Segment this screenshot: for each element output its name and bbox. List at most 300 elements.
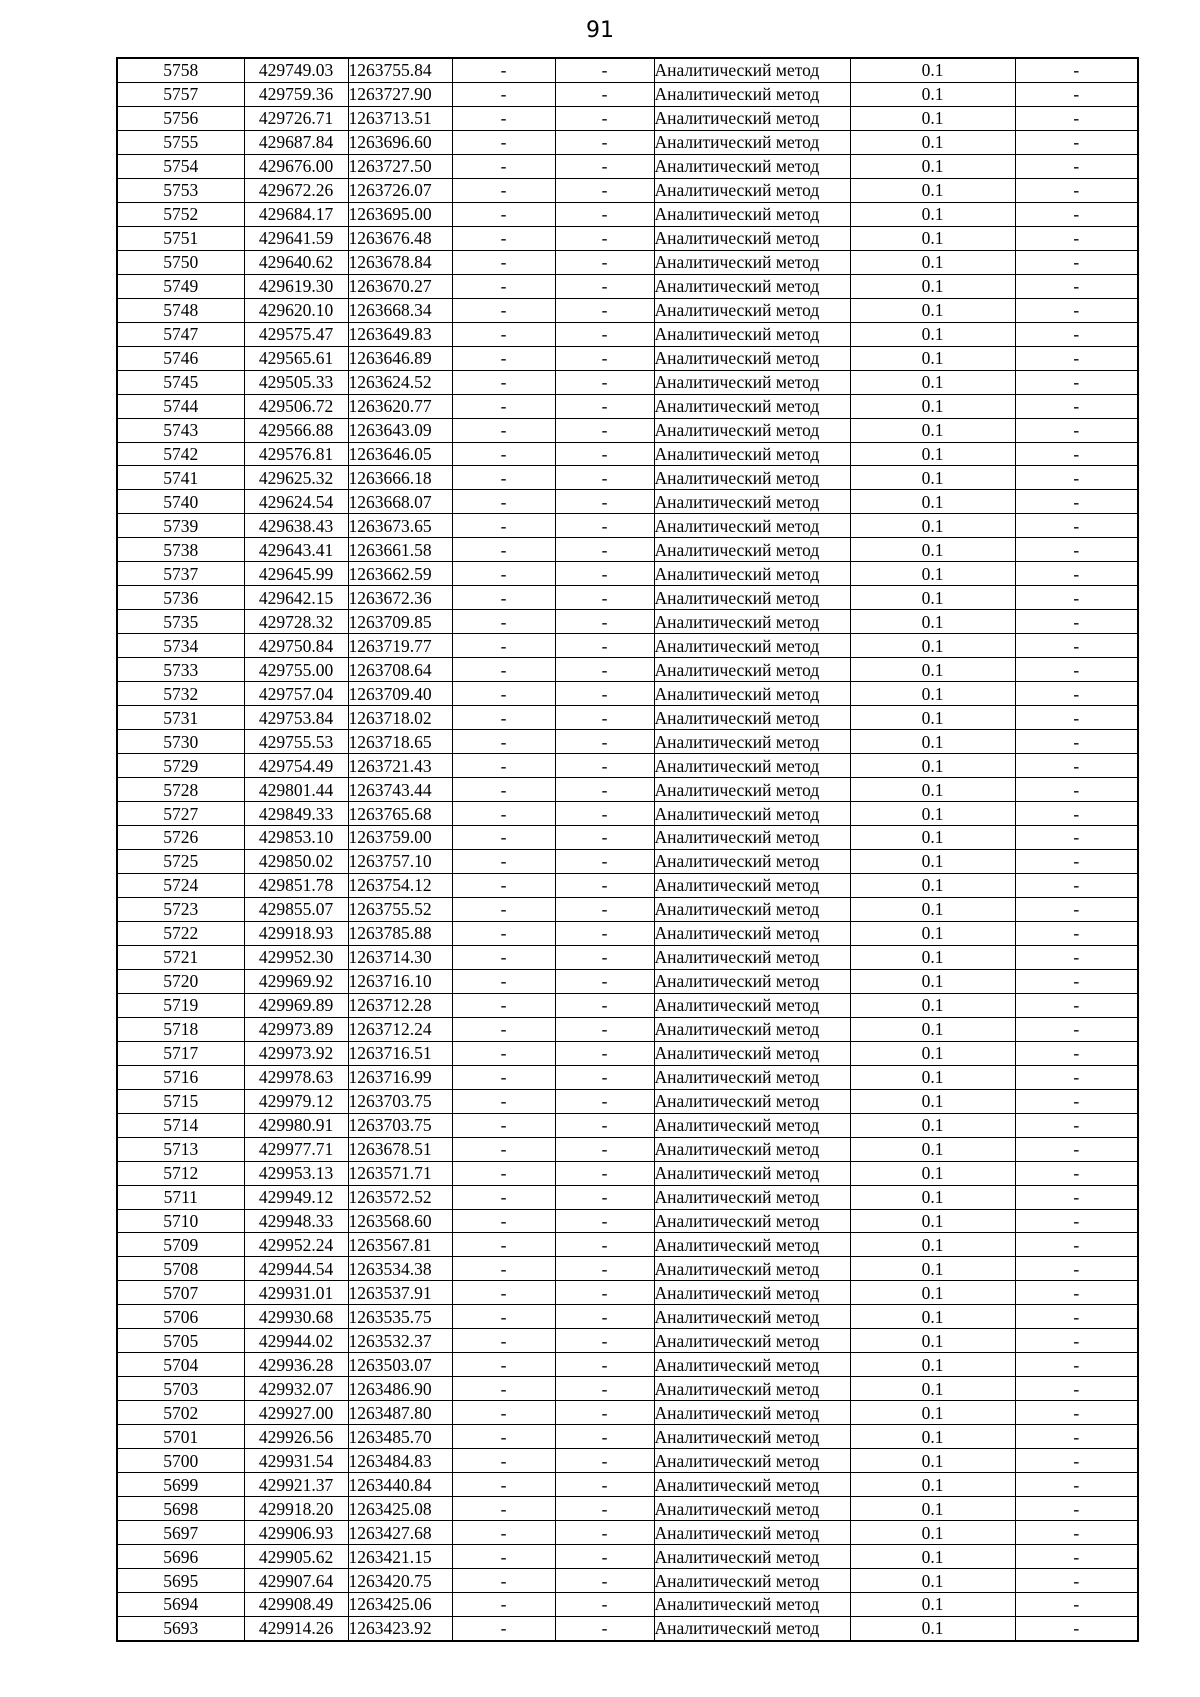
accuracy-cell: 0.1 [850,58,1015,82]
method-cell: Аналитический метод [654,1113,850,1137]
dash-cell-1: - [452,1353,555,1377]
dash-cell-1: - [452,442,555,466]
x-coordinate-cell: 429927.00 [244,1401,348,1425]
dash-cell-1: - [452,1305,555,1329]
method-cell: Аналитический метод [654,586,850,610]
method-cell: Аналитический метод [654,466,850,490]
y-coordinate-cell: 1263673.65 [348,514,452,538]
point-number-cell: 5697 [117,1521,244,1545]
table-row [117,730,1138,754]
dash-cell-1: - [452,730,555,754]
point-number-cell: 5722 [117,921,244,945]
x-coordinate-cell: 429619.30 [244,274,348,298]
table-row [117,1041,1138,1065]
x-coordinate-cell: 429973.92 [244,1041,348,1065]
accuracy-cell: 0.1 [850,873,1015,897]
dash-cell-2: - [555,1569,654,1593]
method-cell: Аналитический метод [654,1616,850,1640]
dash-cell-3: - [1015,1329,1138,1353]
dash-cell-3: - [1015,322,1138,346]
dash-cell-2: - [555,1137,654,1161]
method-cell: Аналитический метод [654,1545,850,1569]
y-coordinate-cell: 1263425.06 [348,1593,452,1617]
table-row [117,1497,1138,1521]
y-coordinate-cell: 1263572.52 [348,1185,452,1209]
dash-cell-3: - [1015,849,1138,873]
dash-cell-3: - [1015,250,1138,274]
x-coordinate-cell: 429944.54 [244,1257,348,1281]
y-coordinate-cell: 1263666.18 [348,466,452,490]
x-coordinate-cell: 429914.26 [244,1616,348,1640]
dash-cell-3: - [1015,1041,1138,1065]
dash-cell-2: - [555,778,654,802]
dash-cell-3: - [1015,802,1138,826]
method-cell: Аналитический метод [654,106,850,130]
y-coordinate-cell: 1263757.10 [348,849,452,873]
accuracy-cell: 0.1 [850,1593,1015,1617]
dash-cell-3: - [1015,1521,1138,1545]
dash-cell-1: - [452,778,555,802]
dash-cell-1: - [452,610,555,634]
x-coordinate-cell: 429755.53 [244,730,348,754]
x-coordinate-cell: 429936.28 [244,1353,348,1377]
method-cell: Аналитический метод [654,873,850,897]
method-cell: Аналитический метод [654,634,850,658]
x-coordinate-cell: 429759.36 [244,82,348,106]
point-number-cell: 5733 [117,658,244,682]
dash-cell-1: - [452,1065,555,1089]
accuracy-cell: 0.1 [850,1233,1015,1257]
point-number-cell: 5704 [117,1353,244,1377]
y-coordinate-cell: 1263672.36 [348,586,452,610]
accuracy-cell: 0.1 [850,178,1015,202]
point-number-cell: 5747 [117,322,244,346]
y-coordinate-cell: 1263676.48 [348,226,452,250]
method-cell: Аналитический метод [654,1065,850,1089]
x-coordinate-cell: 429625.32 [244,466,348,490]
dash-cell-3: - [1015,1425,1138,1449]
dash-cell-2: - [555,1545,654,1569]
dash-cell-1: - [452,1329,555,1353]
point-number-cell: 5718 [117,1017,244,1041]
y-coordinate-cell: 1263727.90 [348,82,452,106]
dash-cell-3: - [1015,394,1138,418]
point-number-cell: 5721 [117,945,244,969]
dash-cell-1: - [452,802,555,826]
accuracy-cell: 0.1 [850,1377,1015,1401]
accuracy-cell: 0.1 [850,1257,1015,1281]
accuracy-cell: 0.1 [850,849,1015,873]
dash-cell-1: - [452,1161,555,1185]
table-row [117,490,1138,514]
dash-cell-1: - [452,826,555,850]
y-coordinate-cell: 1263485.70 [348,1425,452,1449]
dash-cell-3: - [1015,1401,1138,1425]
method-cell: Аналитический метод [654,1257,850,1281]
y-coordinate-cell: 1263712.28 [348,993,452,1017]
dash-cell-2: - [555,1593,654,1617]
table-row [117,706,1138,730]
y-coordinate-cell: 1263427.68 [348,1521,452,1545]
accuracy-cell: 0.1 [850,274,1015,298]
dash-cell-2: - [555,682,654,706]
dash-cell-2: - [555,370,654,394]
method-cell: Аналитический метод [654,706,850,730]
x-coordinate-cell: 429979.12 [244,1089,348,1113]
point-number-cell: 5699 [117,1473,244,1497]
method-cell: Аналитический метод [654,1449,850,1473]
x-coordinate-cell: 429642.15 [244,586,348,610]
accuracy-cell: 0.1 [850,1449,1015,1473]
method-cell: Аналитический метод [654,1329,850,1353]
dash-cell-1: - [452,1473,555,1497]
x-coordinate-cell: 429853.10 [244,826,348,850]
method-cell: Аналитический метод [654,1401,850,1425]
x-coordinate-cell: 429576.81 [244,442,348,466]
x-coordinate-cell: 429944.02 [244,1329,348,1353]
dash-cell-1: - [452,1113,555,1137]
dash-cell-1: - [452,1545,555,1569]
y-coordinate-cell: 1263646.05 [348,442,452,466]
table-row [117,778,1138,802]
dash-cell-1: - [452,250,555,274]
method-cell: Аналитический метод [654,802,850,826]
dash-cell-3: - [1015,418,1138,442]
dash-cell-3: - [1015,1113,1138,1137]
dash-cell-3: - [1015,1089,1138,1113]
table-row [117,226,1138,250]
dash-cell-2: - [555,1113,654,1137]
accuracy-cell: 0.1 [850,1017,1015,1041]
dash-cell-2: - [555,1377,654,1401]
dash-cell-1: - [452,969,555,993]
x-coordinate-cell: 429952.24 [244,1233,348,1257]
table-row [117,178,1138,202]
table-row [117,1089,1138,1113]
table-row [117,154,1138,178]
x-coordinate-cell: 429641.59 [244,226,348,250]
y-coordinate-cell: 1263486.90 [348,1377,452,1401]
point-number-cell: 5736 [117,586,244,610]
table-row [117,1137,1138,1161]
x-coordinate-cell: 429953.13 [244,1161,348,1185]
x-coordinate-cell: 429908.49 [244,1593,348,1617]
x-coordinate-cell: 429952.30 [244,945,348,969]
table-row [117,514,1138,538]
dash-cell-2: - [555,1353,654,1377]
point-number-cell: 5730 [117,730,244,754]
dash-cell-3: - [1015,562,1138,586]
accuracy-cell: 0.1 [850,778,1015,802]
y-coordinate-cell: 1263709.40 [348,682,452,706]
table-row [117,1257,1138,1281]
table-row [117,1329,1138,1353]
dash-cell-3: - [1015,1497,1138,1521]
dash-cell-2: - [555,1185,654,1209]
point-number-cell: 5750 [117,250,244,274]
point-number-cell: 5700 [117,1449,244,1473]
method-cell: Аналитический метод [654,226,850,250]
y-coordinate-cell: 1263678.51 [348,1137,452,1161]
y-coordinate-cell: 1263721.43 [348,754,452,778]
table-row [117,202,1138,226]
x-coordinate-cell: 429850.02 [244,849,348,873]
x-coordinate-cell: 429855.07 [244,897,348,921]
x-coordinate-cell: 429687.84 [244,130,348,154]
dash-cell-3: - [1015,298,1138,322]
accuracy-cell: 0.1 [850,322,1015,346]
accuracy-cell: 0.1 [850,1569,1015,1593]
table-row [117,897,1138,921]
y-coordinate-cell: 1263423.92 [348,1616,452,1640]
accuracy-cell: 0.1 [850,610,1015,634]
dash-cell-2: - [555,538,654,562]
x-coordinate-cell: 429969.89 [244,993,348,1017]
x-coordinate-cell: 429749.03 [244,58,348,82]
dash-cell-1: - [452,1401,555,1425]
method-cell: Аналитический метод [654,202,850,226]
method-cell: Аналитический метод [654,442,850,466]
dash-cell-2: - [555,202,654,226]
accuracy-cell: 0.1 [850,706,1015,730]
point-number-cell: 5742 [117,442,244,466]
accuracy-cell: 0.1 [850,730,1015,754]
x-coordinate-cell: 429931.01 [244,1281,348,1305]
accuracy-cell: 0.1 [850,490,1015,514]
accuracy-cell: 0.1 [850,1185,1015,1209]
point-number-cell: 5740 [117,490,244,514]
method-cell: Аналитический метод [654,945,850,969]
dash-cell-2: - [555,969,654,993]
page-number: 91 [586,18,614,43]
x-coordinate-cell: 429754.49 [244,754,348,778]
dash-cell-2: - [555,1209,654,1233]
x-coordinate-cell: 429750.84 [244,634,348,658]
dash-cell-2: - [555,250,654,274]
dash-cell-1: - [452,897,555,921]
dash-cell-2: - [555,346,654,370]
point-number-cell: 5734 [117,634,244,658]
table-row [117,993,1138,1017]
y-coordinate-cell: 1263567.81 [348,1233,452,1257]
x-coordinate-cell: 429906.93 [244,1521,348,1545]
point-number-cell: 5754 [117,154,244,178]
point-number-cell: 5719 [117,993,244,1017]
table-row [117,250,1138,274]
x-coordinate-cell: 429949.12 [244,1185,348,1209]
dash-cell-2: - [555,1233,654,1257]
dash-cell-3: - [1015,1473,1138,1497]
dash-cell-2: - [555,993,654,1017]
dash-cell-3: - [1015,706,1138,730]
dash-cell-2: - [555,945,654,969]
accuracy-cell: 0.1 [850,1353,1015,1377]
dash-cell-1: - [452,921,555,945]
dash-cell-1: - [452,1449,555,1473]
point-number-cell: 5741 [117,466,244,490]
dash-cell-2: - [555,634,654,658]
dash-cell-2: - [555,226,654,250]
y-coordinate-cell: 1263755.84 [348,58,452,82]
point-number-cell: 5714 [117,1113,244,1137]
method-cell: Аналитический метод [654,538,850,562]
dash-cell-3: - [1015,466,1138,490]
point-number-cell: 5708 [117,1257,244,1281]
dash-cell-2: - [555,897,654,921]
dash-cell-2: - [555,466,654,490]
dash-cell-1: - [452,154,555,178]
dash-cell-3: - [1015,1209,1138,1233]
point-number-cell: 5717 [117,1041,244,1065]
method-cell: Аналитический метод [654,682,850,706]
dash-cell-3: - [1015,754,1138,778]
y-coordinate-cell: 1263484.83 [348,1449,452,1473]
method-cell: Аналитический метод [654,1425,850,1449]
y-coordinate-cell: 1263425.08 [348,1497,452,1521]
y-coordinate-cell: 1263765.68 [348,802,452,826]
dash-cell-2: - [555,849,654,873]
x-coordinate-cell: 429753.84 [244,706,348,730]
table-body [117,58,1138,1641]
point-number-cell: 5696 [117,1545,244,1569]
y-coordinate-cell: 1263754.12 [348,873,452,897]
y-coordinate-cell: 1263503.07 [348,1353,452,1377]
dash-cell-2: - [555,514,654,538]
dash-cell-3: - [1015,490,1138,514]
dash-cell-3: - [1015,1593,1138,1617]
accuracy-cell: 0.1 [850,1616,1015,1640]
dash-cell-3: - [1015,130,1138,154]
accuracy-cell: 0.1 [850,921,1015,945]
point-number-cell: 5728 [117,778,244,802]
method-cell: Аналитический метод [654,130,850,154]
method-cell: Аналитический метод [654,921,850,945]
point-number-cell: 5702 [117,1401,244,1425]
dash-cell-1: - [452,562,555,586]
dash-cell-2: - [555,154,654,178]
point-number-cell: 5715 [117,1089,244,1113]
x-coordinate-cell: 429969.92 [244,969,348,993]
dash-cell-3: - [1015,1377,1138,1401]
method-cell: Аналитический метод [654,490,850,514]
table-row [117,634,1138,658]
method-cell: Аналитический метод [654,1569,850,1593]
x-coordinate-cell: 429932.07 [244,1377,348,1401]
y-coordinate-cell: 1263620.77 [348,394,452,418]
table-row [117,1161,1138,1185]
accuracy-cell: 0.1 [850,202,1015,226]
table-row [117,298,1138,322]
accuracy-cell: 0.1 [850,897,1015,921]
dash-cell-1: - [452,1089,555,1113]
accuracy-cell: 0.1 [850,754,1015,778]
accuracy-cell: 0.1 [850,1161,1015,1185]
dash-cell-3: - [1015,682,1138,706]
dash-cell-1: - [452,945,555,969]
x-coordinate-cell: 429801.44 [244,778,348,802]
dash-cell-2: - [555,1041,654,1065]
method-cell: Аналитический метод [654,1185,850,1209]
x-coordinate-cell: 429931.54 [244,1449,348,1473]
x-coordinate-cell: 429624.54 [244,490,348,514]
dash-cell-2: - [555,418,654,442]
x-coordinate-cell: 429640.62 [244,250,348,274]
method-cell: Аналитический метод [654,778,850,802]
dash-cell-1: - [452,394,555,418]
method-cell: Аналитический метод [654,754,850,778]
dash-cell-1: - [452,202,555,226]
y-coordinate-cell: 1263716.99 [348,1065,452,1089]
accuracy-cell: 0.1 [850,1401,1015,1425]
dash-cell-1: - [452,1209,555,1233]
point-number-cell: 5694 [117,1593,244,1617]
dash-cell-1: - [452,1185,555,1209]
accuracy-cell: 0.1 [850,106,1015,130]
dash-cell-3: - [1015,610,1138,634]
point-number-cell: 5707 [117,1281,244,1305]
dash-cell-3: - [1015,1281,1138,1305]
table-row [117,1616,1138,1640]
x-coordinate-cell: 429620.10 [244,298,348,322]
accuracy-cell: 0.1 [850,1209,1015,1233]
table-row [117,849,1138,873]
dash-cell-2: - [555,1473,654,1497]
accuracy-cell: 0.1 [850,1329,1015,1353]
dash-cell-1: - [452,1137,555,1161]
y-coordinate-cell: 1263678.84 [348,250,452,274]
method-cell: Аналитический метод [654,418,850,442]
y-coordinate-cell: 1263785.88 [348,921,452,945]
point-number-cell: 5735 [117,610,244,634]
point-number-cell: 5698 [117,1497,244,1521]
x-coordinate-cell: 429918.93 [244,921,348,945]
accuracy-cell: 0.1 [850,1545,1015,1569]
table-row [117,322,1138,346]
dash-cell-1: - [452,1257,555,1281]
y-coordinate-cell: 1263535.75 [348,1305,452,1329]
x-coordinate-cell: 429926.56 [244,1425,348,1449]
method-cell: Аналитический метод [654,1305,850,1329]
dash-cell-1: - [452,178,555,202]
y-coordinate-cell: 1263713.51 [348,106,452,130]
table-row [117,826,1138,850]
dash-cell-3: - [1015,58,1138,82]
y-coordinate-cell: 1263646.89 [348,346,452,370]
x-coordinate-cell: 429977.71 [244,1137,348,1161]
dash-cell-3: - [1015,154,1138,178]
x-coordinate-cell: 429672.26 [244,178,348,202]
dash-cell-3: - [1015,897,1138,921]
y-coordinate-cell: 1263718.02 [348,706,452,730]
method-cell: Аналитический метод [654,1593,850,1617]
method-cell: Аналитический метод [654,897,850,921]
table-row [117,802,1138,826]
dash-cell-1: - [452,538,555,562]
x-coordinate-cell: 429849.33 [244,802,348,826]
dash-cell-2: - [555,826,654,850]
method-cell: Аналитический метод [654,370,850,394]
accuracy-cell: 0.1 [850,226,1015,250]
dash-cell-2: - [555,802,654,826]
dash-cell-3: - [1015,586,1138,610]
dash-cell-1: - [452,1593,555,1617]
accuracy-cell: 0.1 [850,346,1015,370]
dash-cell-1: - [452,130,555,154]
accuracy-cell: 0.1 [850,82,1015,106]
dash-cell-1: - [452,1569,555,1593]
y-coordinate-cell: 1263661.58 [348,538,452,562]
table-row [117,1425,1138,1449]
